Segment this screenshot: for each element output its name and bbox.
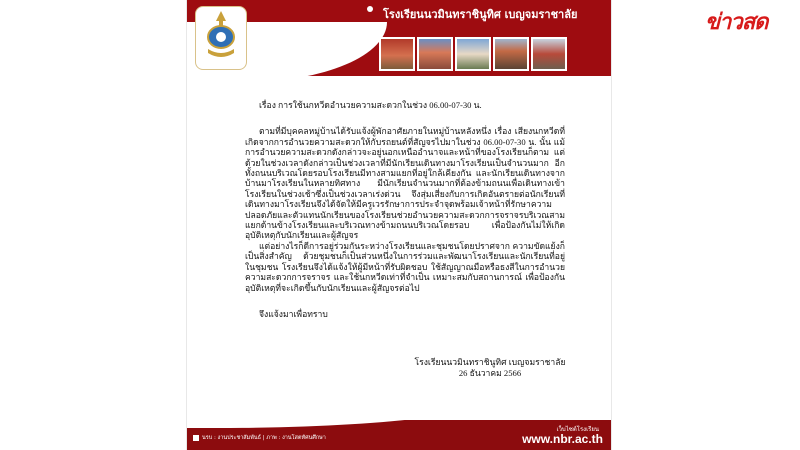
emblem-icon: [196, 7, 246, 69]
letter-document: [186, 0, 612, 450]
letterhead-band: [187, 0, 611, 110]
school-photo-1: [379, 37, 415, 71]
school-photo-5: [531, 37, 567, 71]
school-title: โรงเรียนนวมินทราชินูทิศ เบญจมราชาลัย: [383, 8, 578, 21]
school-photo-4: [493, 37, 529, 71]
footer-credit-text: นรบ : งานประชาสัมพันธ์ | ภาพ : งานโสตทัศนศึกษา: [202, 435, 326, 441]
letter-signature: [410, 357, 570, 379]
school-photo-2: [417, 37, 453, 71]
footer-caption: เว็บไซต์โรงเรียน: [556, 426, 599, 433]
brand-logo: ข่าวสด: [705, 10, 768, 35]
letter-paragraph-2: แต่อย่างไรก็ดีการอยู่ร่วมกันระหว่างโรงเรียนและชุมชนโดยปราศจาก ความขัดแย้งก็เป็นสิ่งสำคัญ ด้วยชุมชนก็เป็นส่วนหนึ่งในการร่วมและพัฒนาโรงเรียนและนักเรียนที่อยู่ในชุมชน โรงเรียนจึงได้แจ้งให้ผู้มีหน้าที่รับผิดชอบ ใช้สัญญาณมือหรือธงสีในการอำนวยความสะดวกการจราจร และใช้นกหวีดเท่าที่จำเป็น เหมาะสมกับสถานการณ์ เพื่อป้องกันอุบัติเหตุที่จะเกิดขึ้นกับนักเรียนและผู้สัญจรต่อไป: [245, 240, 565, 293]
school-emblem-logo: [195, 6, 247, 70]
school-photo-3: [455, 37, 491, 71]
letter-paragraph-1: ตามที่มีบุคคลหมู่บ้านได้รับแจ้งผู้พักอาศัยภายในหมู่บ้านหลังหนึ่ง เรื่อง เสียงนกหวีดที่เกิดจากการอำนวยความสะดวกให้กับรถยนต์ที่สัญจรไปมาในช่วง 06.00-07-30 น. นั้น แม้การอำนวยความสะดวกดังกล่าวจะอยู่นอกเหนืออำนาจและหน้าที่ของโรงเรียนก็ตาม แต่ด้วยในช่วงเวลาดังกล่าวเป็นช่วงเวลาที่มีนักเรียนเดินทางมาโรงเรียนเป็นจำนวนมาก อีกทั้งถนนบริเวณโดยรอบโรงเรียนมีทางสามแยกที่อยู่ใกล้เคียงกัน และนักเรียนเดินทางจากบ้านมาโรงเรียนในหลายทิศทาง มีนักเรียนจำนวนมากที่ต้องข้ามถนนเพื่อเดินทางเข้าโรงเรียนในช่วงเช้าซึ่งเป็นช่วงเวลาเร่งด่วน จึงสุ่มเสี่ยงกับการเกิดอันตรายต่อนักเรียนที่เดินทางมาโรงเรียนจึงได้จัดให้มีครูเวรรักษาการประจำจุดพร้อมเจ้าหน้าที่รักษาความปลอดภัยและตัวแทนนักเรียนของโรงเรียนช่วยอำนวยความสะดวกการจราจรบริเวณสามแยกด้านข้างโรงเรียนและบริเวณทางข้ามถนนบริเวณโดยรอบ เพื่อป้องกันไม่ให้เกิดอุบัติเหตุกับนักเรียนและผู้สัญจร: [245, 126, 565, 241]
letter-footer: [187, 420, 611, 450]
signature-date: 26 ธันวาคม 2566: [458, 368, 522, 378]
footer-curve: [186, 402, 477, 428]
credit-box-icon: [193, 435, 199, 441]
school-website-link[interactable]: www.nbr.ac.th: [522, 432, 603, 446]
footer-credits: [193, 434, 326, 442]
letter-subject: เรื่อง การใช้นกหวีดอำนวยความสะดวกในช่วง 06.00-07-30 น.: [259, 100, 482, 110]
letter-body: [245, 100, 565, 319]
signature-organization: โรงเรียนนวมินทราชินูทิศ เบญจมราชาลัย: [414, 357, 566, 367]
title-bullet-icon: [367, 6, 373, 12]
letter-closing: จึงแจ้งมาเพื่อทราบ: [259, 308, 328, 319]
